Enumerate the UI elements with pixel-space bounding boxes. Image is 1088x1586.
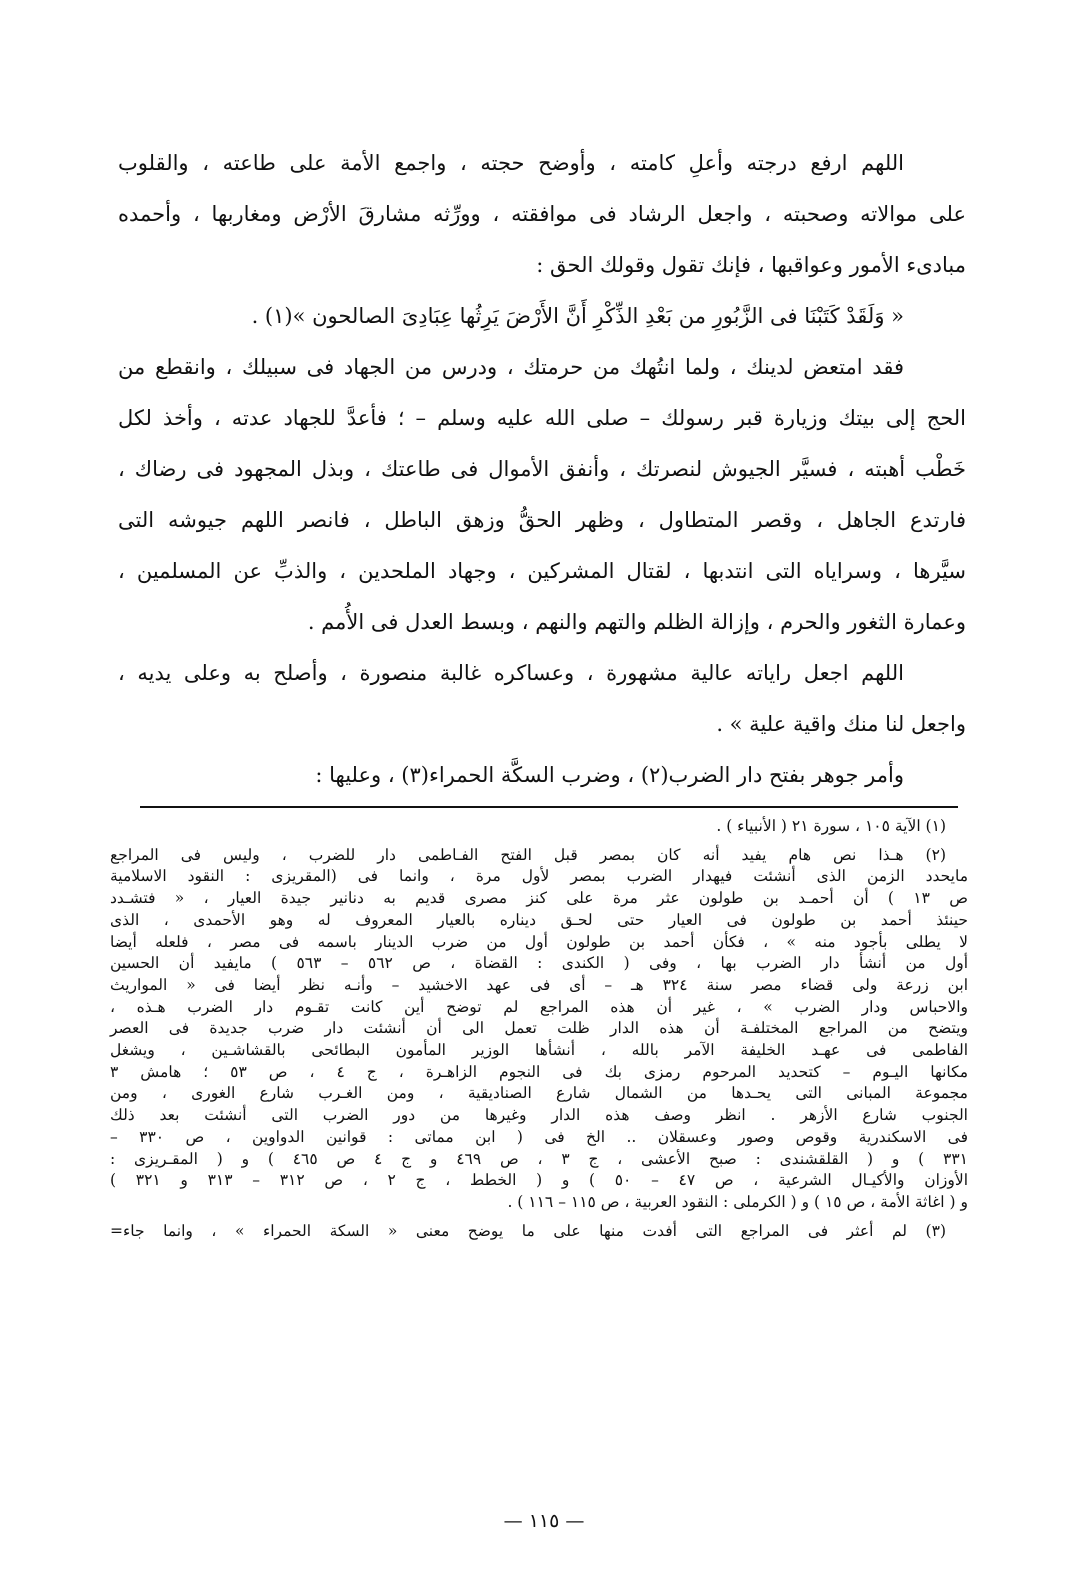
quran-verse: « وَلَقَدْ كَتَبْنَا فى الزَّبُورِ من بَعْدِ الذِّكْرِ أَنَّ الأَرْضَ يَرِثُها عِبَادِىَ الصالحون »(١) . <box>251 304 904 328</box>
text-line: فقد امتعض لدينك ، ولما انتُهك من حرمتك ، ودرس من الجهاد فى سبيلك ، وانقطع من <box>118 355 904 379</box>
text-line: فارتدع الجاهل ، وقصر المتطاول ، وظهر الحقُّ وزهق الباطل ، فانصر اللهم جيوشه التى <box>118 508 966 532</box>
footnote-2-line: أول من أنشأ دار الضرب بها ، وفى ( الكندى : القضاة ، ص ٥٦٢ – ٥٦٣ ) مايفيد أن الحسين <box>110 954 968 973</box>
text-line: خَطْب أهبته ، فسيَّر الجيوش لنصرتك ، وأنفق الأموال فى طاعتك ، وبذل المجهود فى رضاك ، <box>118 457 966 481</box>
footnote-2-line: ويتضح من المراجع المختلفـة أن هذه الدار ظلت تعمل الى أن أنشئت دار ضرب جديدة فى العصر <box>110 1019 968 1038</box>
main-text <box>118 138 966 801</box>
footnote-2-line: مايحدد الزمن الذى أنشئت فيهدار الضرب بمصر لأول مرة ، وانما فى (المقريزى : النقود الاسلامية <box>110 867 968 886</box>
footnote-2-line: مجموعة المبانى التى يحـدها من الشمال شارع الصناديقية ، ومن الغـرب شارع الغورى ، ومن <box>110 1084 968 1103</box>
footnote-2-line: فى الاسكندرية وقوص وصور وعسقلان .. الخ فى ( ابن مماتى : قوانين الدواوين ، ص ٣٣٠ – <box>110 1127 968 1146</box>
footnote-1: (١) الآية ١٠٥ ، سورة ٢١ ( الأنبياء ) . <box>716 817 946 835</box>
footnote-3: (٣) لم أعثر فى المراجع التى أفدت منها على ما يوضح معنى « السكة الحمراء » ، وانما جاء= <box>110 1221 946 1240</box>
footnote-2-line: والاحباس ودار الضرب » ، غير أن هذه المراجع لم توضح أين كانت تقـوم دار الضرب هـذه ، <box>110 997 968 1016</box>
footnote-2-line: و ( اغاثة الأمة ، ص ١٥ ) و ( الكرملى : النقود العربية ، ص ١١٥ – ١١٦ ) . <box>507 1192 968 1211</box>
footnotes <box>110 816 968 1242</box>
footnote-2-line: الجنوب شارع الأزهر . انظر وصف هذه الدار وغيرها من دور الضرب التى أنشئت بعد ذلك <box>110 1106 968 1125</box>
footnote-2-line: مكانها اليـوم – كتحديد المرحوم رمزى بك فى النجوم الزاهـرة ، ج ٤ ، ص ٥٣ ؛ هامش ٣ <box>110 1062 968 1081</box>
text-line: مبادىء الأمور وعواقبها ، فإنك تقول وقولك الحق : <box>536 253 966 277</box>
footnote-2-line: لا يطلى بأجود منه » ، فكأن أحمد بن طولون أول من ضرب الدينار باسمه فى مصر ، فلعله أيضا <box>110 932 968 951</box>
footnote-2-line: الفاطمى فى عهـد الخليفة الآمر بالله ، أنشأها الوزير المأمون البطائحى بالقشاشـين ، ويشغل <box>110 1041 968 1060</box>
text-line: على موالاته وصحبته ، واجعل الرشاد فى موافقته ، وورِّثه مشارقَ الأرْض ومغاربها ، وأحمده <box>118 202 966 226</box>
footnote-divider <box>140 806 958 808</box>
text-line: الحج إلى بيتك وزيارة قبر رسولك – صلى الله عليه وسلم – ؛ فأعدَّ للجهاد عدته ، وأخذ لكل <box>118 406 966 430</box>
footnote-2-line: ٣٣١ ) و ( القلقشندى : صبح الأعشى ، ج ٣ ، ص ٤٦٩ و ج ٤ ص ٤٦٥ ) و ( المقـريزى : <box>110 1149 968 1168</box>
text-line: اللهم اجعل راياته عالية مشهورة ، وعساكره غالبة منصورة ، وأصلح به وعلى يديه ، <box>118 661 904 685</box>
footnote-2-line: ص ١٣ ) أن أحمـد بن طولون عثر مرة على كنز مصرى قديم به دنانير جيدة العيار ، « فتشـدد <box>110 889 968 908</box>
footnote-2-line: ابن زرعة ولى قضاء مصر سنة ٣٢٤ هـ – أى فى عهد الاخشيد – وأنـه نظر أيضا فى « المواريث <box>110 975 968 994</box>
text-line: سيَّرها ، وسراياه التى انتدبها ، لقتال المشركين ، وجهاد الملحدين ، والذبِّ عن المسلمين ، <box>118 559 966 583</box>
footnote-2-line: (٢) هـذا نص هام يفيد أنه كان بمصر قبل الفتح الفـاطمى دار للضرب ، وليس فى المراجع <box>110 845 946 864</box>
footnote-2-line: الأوزان والأكيـال الشرعية ، ص ٤٧ – ٥٠ ) و ( الخطط ، ج ٢ ، ص ٣١٢ – ٣١٣ و ٣٢١ ) <box>110 1171 969 1190</box>
page-number: — ١١٥ — <box>503 1510 585 1532</box>
text-line: وعمارة الثغور والحرم ، وإزالة الظلم والتهم والنهم ، وبسط العدل فى الأُمم . <box>307 610 966 634</box>
footnote-2-line: حينئذ أحمد بن طولون فى العيار حتى لحـق ديناره بالعيار المعروف له وهو الأحمدى ، الذى <box>110 910 968 929</box>
text-line: اللهم ارفع درجته وأعلِ كامته ، وأوضح حجته ، واجمع الأمة على طاعته ، والقلوب <box>118 151 904 175</box>
text-line: وأمر جوهر بفتح دار الضرب(٢) ، وضرب السكَّة الحمراء(٣) ، وعليها : <box>315 763 904 787</box>
text-line: واجعل لنا منك واقية علية » . <box>716 712 966 736</box>
